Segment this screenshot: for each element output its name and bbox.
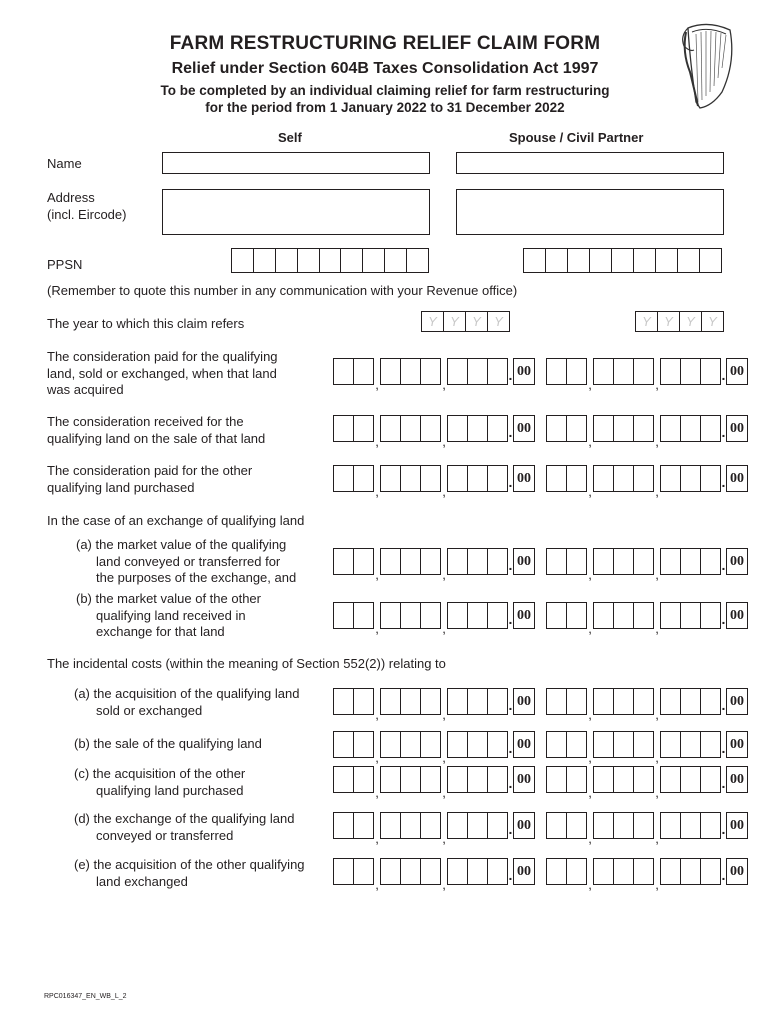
consideration-other-label: The consideration paid for the other qualifying land purchased [47, 463, 253, 495]
self-year-input[interactable]: Y Y Y Y [421, 311, 510, 332]
self-address-input[interactable] [162, 189, 430, 235]
spouse-exchange-a-amount-input[interactable]: , , . 00 [546, 548, 748, 575]
form-subtitle: Relief under Section 604B Taxes Consolidation Act 1997 [171, 60, 599, 77]
name-label: Name [47, 156, 82, 171]
self-exchange-b-amount-input[interactable]: , , . 00 [333, 602, 535, 629]
spouse-incidental-a-amount-input[interactable]: , , . 00 [546, 688, 748, 715]
incidental-c-label: (c) the acquisition of the other qualifying land purchased [74, 766, 246, 798]
instruction-line-1: To be completed by an individual claiming relief for farm restructuring [160, 83, 610, 98]
self-ppsn-input[interactable] [231, 248, 429, 273]
address-label-line1: Address [47, 190, 95, 205]
self-incidental-b-amount-input[interactable]: , , . 00 [333, 731, 535, 758]
spouse-incidental-c-amount-input[interactable]: , , . 00 [546, 766, 748, 793]
incidental-d-label: (d) the exchange of the qualifying land conveyed or transferred [74, 811, 295, 843]
self-exchange-a-amount-input[interactable]: , , . 00 [333, 548, 535, 575]
spouse-consideration-paid-amount-input[interactable]: , , . 00 [546, 358, 748, 385]
self-incidental-c-amount-input[interactable]: , , . 00 [333, 766, 535, 793]
spouse-consideration-received-amount-input[interactable]: , , . 00 [546, 415, 748, 442]
ppsn-label: PPSN [47, 257, 83, 272]
spouse-incidental-e-amount-input[interactable]: , , . 00 [546, 858, 748, 885]
address-label-line2: (incl. Eircode) [47, 206, 127, 222]
self-incidental-a-amount-input[interactable]: , , . 00 [333, 688, 535, 715]
form-code: RPC016347_EN_WB_L_2 [44, 993, 127, 1000]
incidental-e-label: (e) the acquisition of the other qualifying land exchanged [74, 857, 305, 889]
self-incidental-d-amount-input[interactable]: , , . 00 [333, 812, 535, 839]
year-label: The year to which this claim refers [47, 316, 245, 331]
exchange-b-label: (b) the market value of the other qualifying land received in exchange for that land [76, 591, 261, 639]
consideration-paid-label: The consideration paid for the qualifying land, sold or exchanged, when that land was acquired [47, 349, 278, 397]
incidental-a-label: (a) the acquisition of the qualifying land sold or exchanged [74, 686, 300, 718]
spouse-ppsn-input[interactable] [523, 248, 722, 273]
spouse-incidental-b-amount-input[interactable]: , , . 00 [546, 731, 748, 758]
self-name-input[interactable] [162, 152, 430, 174]
self-incidental-e-amount-input[interactable]: , , . 00 [333, 858, 535, 885]
address-label [47, 190, 126, 223]
self-consideration-other-amount-input[interactable]: , , . 00 [333, 465, 535, 492]
column-self-heading: Self [278, 130, 302, 145]
spouse-consideration-other-amount-input[interactable]: , , . 00 [546, 465, 748, 492]
self-consideration-paid-amount-input[interactable]: , , . 00 [333, 358, 535, 385]
harp-emblem-icon [678, 22, 738, 110]
consideration-received-label: The consideration received for the qualifying land on the sale of that land [47, 414, 266, 446]
column-spouse-heading: Spouse / Civil Partner [509, 130, 644, 145]
spouse-incidental-d-amount-input[interactable]: , , . 00 [546, 812, 748, 839]
spouse-exchange-b-amount-input[interactable]: , , . 00 [546, 602, 748, 629]
instruction-line-2: for the period from 1 January 2022 to 31 December 2022 [205, 100, 565, 115]
form-title: FARM RESTRUCTURING RELIEF CLAIM FORM [169, 33, 601, 54]
exchange-heading: In the case of an exchange of qualifying land [47, 513, 305, 528]
spouse-year-input[interactable]: Y Y Y Y [635, 311, 724, 332]
ppsn-note: (Remember to quote this number in any communication with your Revenue office) [47, 283, 518, 298]
exchange-a-label: (a) the market value of the qualifying land conveyed or transferred for the purposes of the exchange, and [76, 537, 297, 585]
self-consideration-received-amount-input[interactable]: , , . 00 [333, 415, 535, 442]
spouse-name-input[interactable] [456, 152, 724, 174]
incidental-heading: The incidental costs (within the meaning of Section 552(2)) relating to [47, 656, 446, 671]
incidental-b-label: (b) the sale of the qualifying land [74, 736, 262, 751]
spouse-address-input[interactable] [456, 189, 724, 235]
